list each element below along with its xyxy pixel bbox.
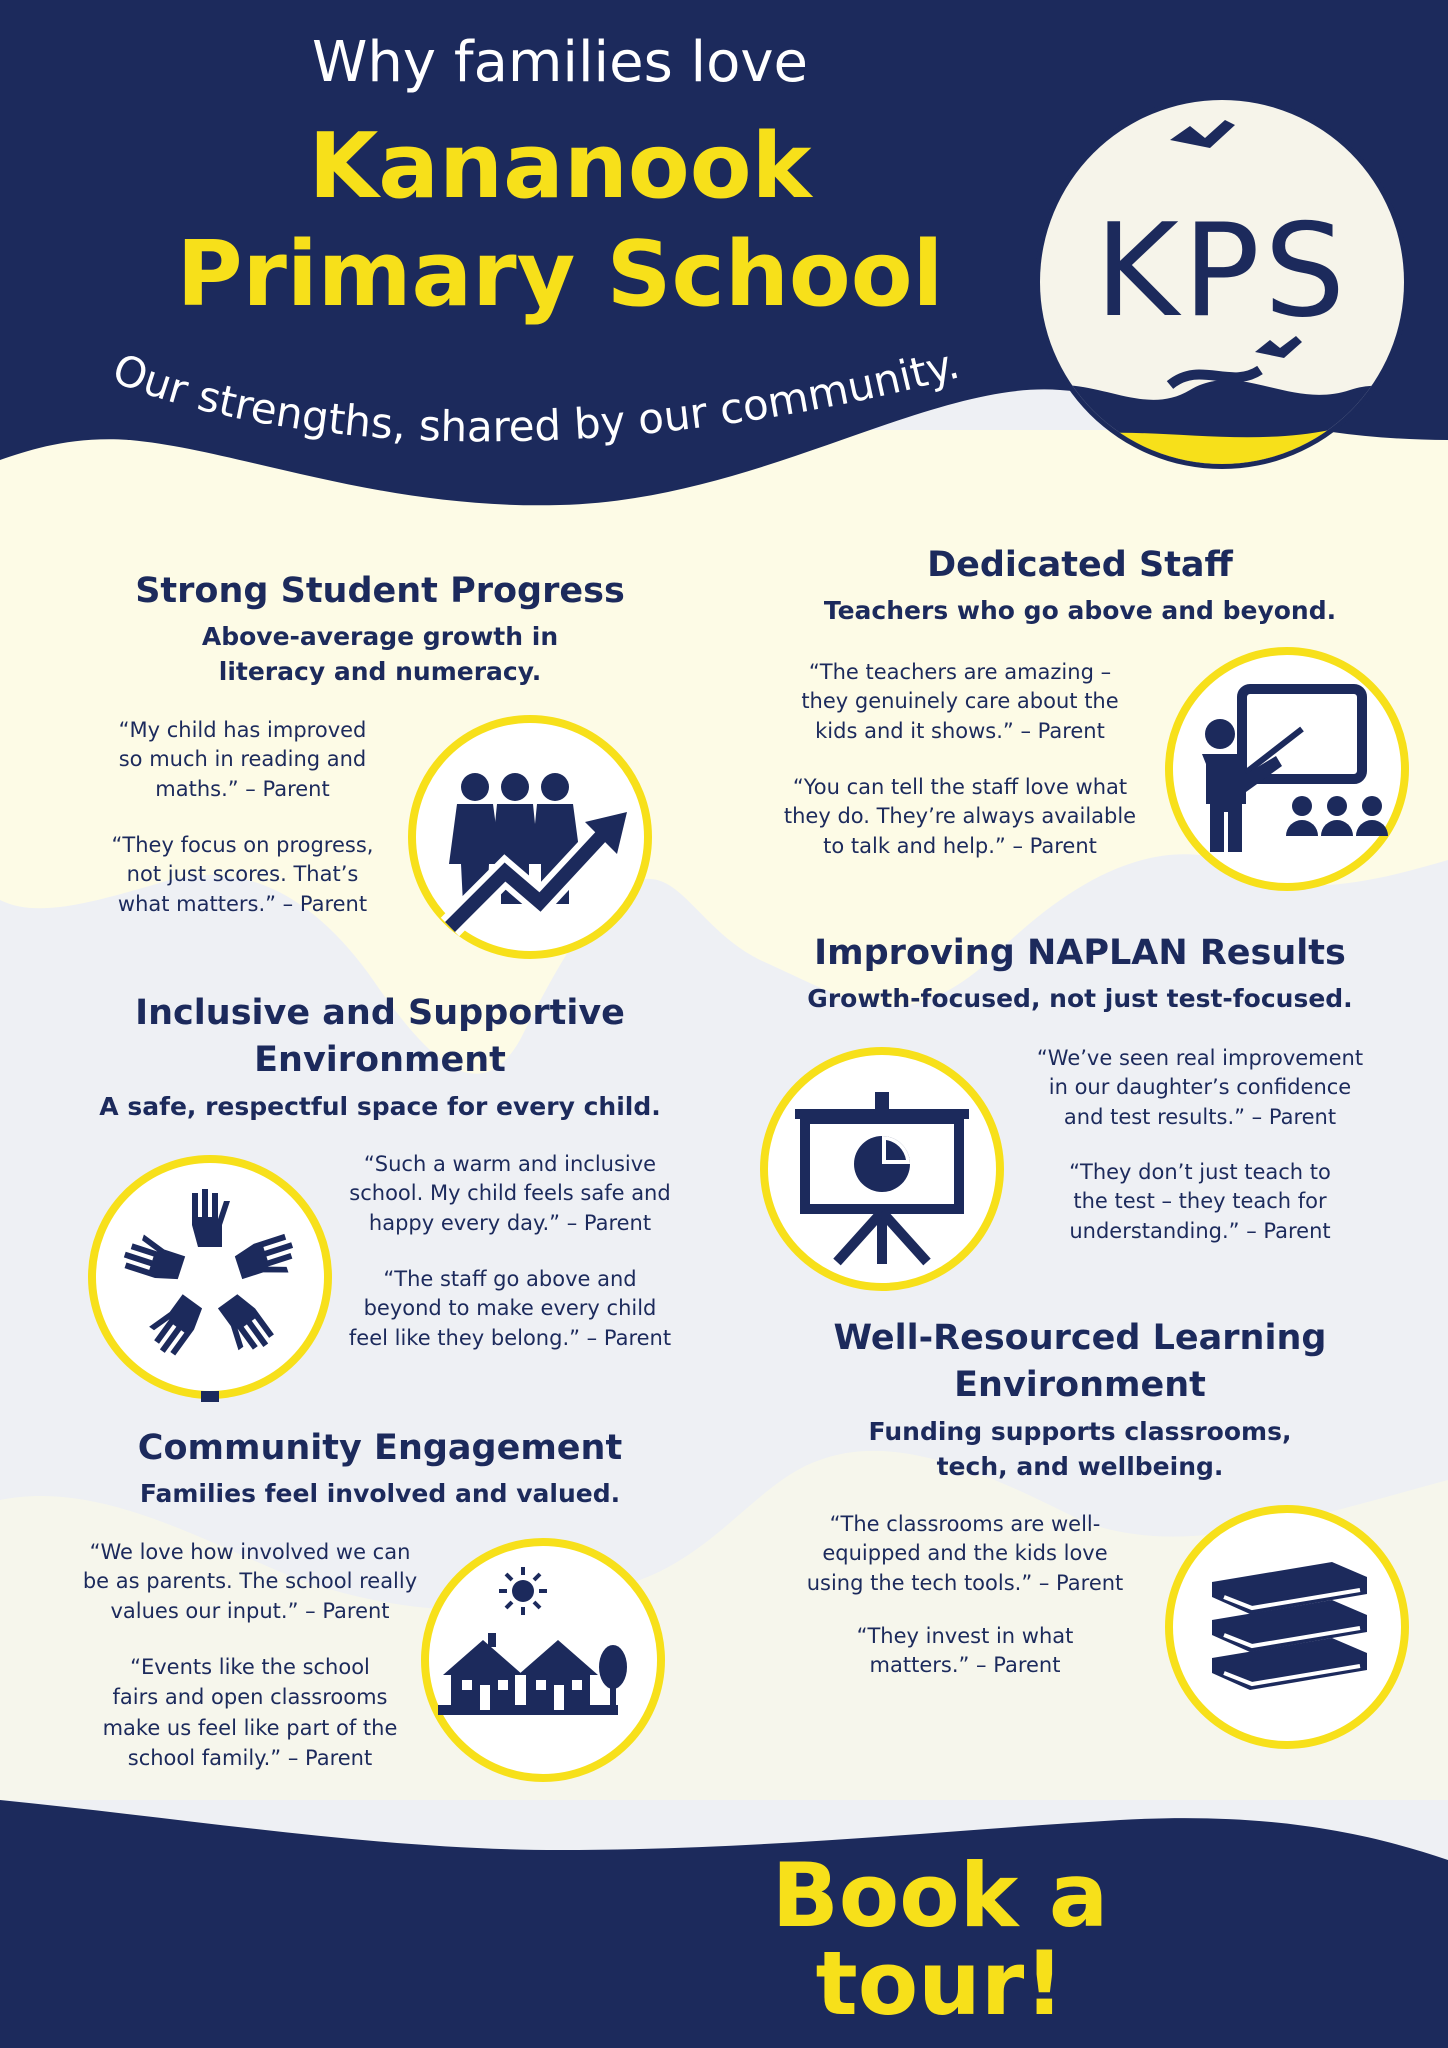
section-subtitle [790, 1414, 1370, 1484]
quote-line: “The teachers are amazing – [808, 660, 1112, 684]
quote [770, 658, 1150, 746]
quote-line: “They focus on progress, [111, 833, 374, 857]
kps-logo [1030, 90, 1415, 475]
section-subtitle [80, 1476, 680, 1511]
quote-line: using the tech tools.” – Parent [806, 1570, 1124, 1595]
quote-line: in our daughter’s confidence [1048, 1075, 1352, 1100]
growth-chart-people-icon [405, 712, 655, 962]
quote-line: “We’ve seen real improvement [1036, 1046, 1364, 1070]
quote [340, 1265, 680, 1353]
title-line: Environment [254, 1040, 506, 1081]
quote-line: “You can tell the staff love what [792, 775, 1128, 799]
sun-icon [499, 1567, 547, 1615]
quote-line: understanding.” – Parent [1069, 1218, 1331, 1243]
quote-line: “They invest in what [856, 1624, 1074, 1648]
quote-line: make us feel like part of the [102, 1715, 398, 1740]
quote-line: “My child has improved [118, 718, 367, 742]
quote-line: not just scores. That’s [126, 862, 359, 887]
quote-line: values our input.” – Parent [110, 1598, 390, 1623]
quote-line: “Such a warm and inclusive [363, 1152, 657, 1176]
hands-circle-icon [85, 1152, 335, 1402]
section-subtitle [90, 619, 670, 689]
section-subtitle [790, 981, 1370, 1016]
quote-line: “The staff go above and [383, 1267, 637, 1291]
school-name-line2: Primary School [176, 222, 944, 327]
quote-line: what matters.” – Parent [117, 891, 368, 916]
quote [340, 1150, 680, 1238]
quote-line: happy every day.” – Parent [368, 1210, 652, 1235]
quote-line: matters.” – Parent [869, 1653, 1061, 1678]
section-title: Strong Student Progress [135, 571, 625, 611]
subtitle-line: Funding supports classrooms, [868, 1416, 1292, 1446]
section-subtitle [80, 1089, 680, 1124]
section-title [790, 1315, 1370, 1410]
quote [90, 831, 395, 919]
quote-line: they genuinely care about the [801, 689, 1119, 714]
teacher-icon [1162, 644, 1412, 894]
header-subtitle-text: Our strengths, shared by our community. [106, 338, 965, 452]
section-subtitle [790, 593, 1370, 628]
quote-line: maths.” – Parent [155, 776, 330, 801]
subtitle-line: A safe, respectful space for every child. [99, 1091, 661, 1121]
book-tour-cta[interactable]: Book a tour! [771, 1844, 1109, 2035]
quote [60, 1538, 440, 1626]
quote-line: school. My child feels safe and [349, 1181, 671, 1206]
subtitle-line: Above-average growth in [201, 622, 559, 652]
subtitle-line: literacy and numeracy. [218, 657, 542, 687]
section-title: Improving NAPLAN Results [814, 933, 1346, 973]
section-dedicated-staff [790, 542, 1370, 628]
section-student-progress [90, 568, 670, 689]
subtitle-line: Families feel involved and valued. [139, 1479, 621, 1509]
quote [90, 716, 395, 804]
quote-line: to talk and help.” – Parent [823, 833, 1097, 858]
quote-line: beyond to make every child [363, 1296, 657, 1321]
logo-text: KPS [1094, 197, 1350, 346]
quote-line: kids and it shows.” – Parent [815, 718, 1105, 743]
quote [770, 773, 1150, 861]
title-line: Inclusive and Supportive [135, 993, 625, 1033]
quote [1010, 1044, 1390, 1132]
quote-line: feel like they belong.” – Parent [348, 1325, 672, 1350]
quote-line: “We love how involved we can [89, 1540, 411, 1564]
books-icon [1162, 1502, 1412, 1752]
header-tagline: Why families love [312, 30, 808, 95]
quote-line: school family.” – Parent [127, 1746, 373, 1771]
quote-line: and test results.” – Parent [1063, 1104, 1337, 1129]
presentation-pie-icon [757, 1044, 1007, 1294]
quote-line: “The classrooms are well- [829, 1512, 1101, 1536]
quote-line: the test – they teach for [1073, 1189, 1327, 1214]
quote [790, 1622, 1140, 1681]
subtitle-line: Teachers who go above and beyond. [823, 596, 1337, 626]
subtitle-line: tech, and wellbeing. [936, 1451, 1224, 1481]
section-community [80, 1425, 680, 1511]
quote-line: fairs and open classrooms [112, 1685, 388, 1710]
quote-line: they do. They’re always available [783, 804, 1137, 829]
section-well-resourced [790, 1315, 1370, 1484]
houses-sun-icon [418, 1535, 668, 1785]
section-title: Dedicated Staff [927, 545, 1233, 585]
quote [60, 1652, 440, 1774]
subtitle-line: Growth-focused, not just test-focused. [807, 984, 1353, 1014]
quote [1010, 1158, 1390, 1246]
quote-line: equipped and the kids love [822, 1541, 1108, 1566]
quote-line: “They don’t just teach to [1069, 1160, 1331, 1184]
header-subtitle [0, 320, 1100, 500]
quote-line: be as parents. The school really [82, 1569, 418, 1594]
section-inclusive [80, 990, 680, 1124]
quote-line: so much in reading and [118, 747, 367, 772]
section-naplan [790, 930, 1370, 1016]
section-title [80, 990, 680, 1085]
quote [790, 1510, 1140, 1598]
section-title: Community Engagement [137, 1428, 623, 1468]
title-line: Environment [954, 1365, 1206, 1406]
school-name-line1: Kananook [308, 114, 812, 219]
quote-line: “Events like the school [130, 1655, 370, 1679]
title-line: Well-Resourced Learning [833, 1318, 1327, 1358]
